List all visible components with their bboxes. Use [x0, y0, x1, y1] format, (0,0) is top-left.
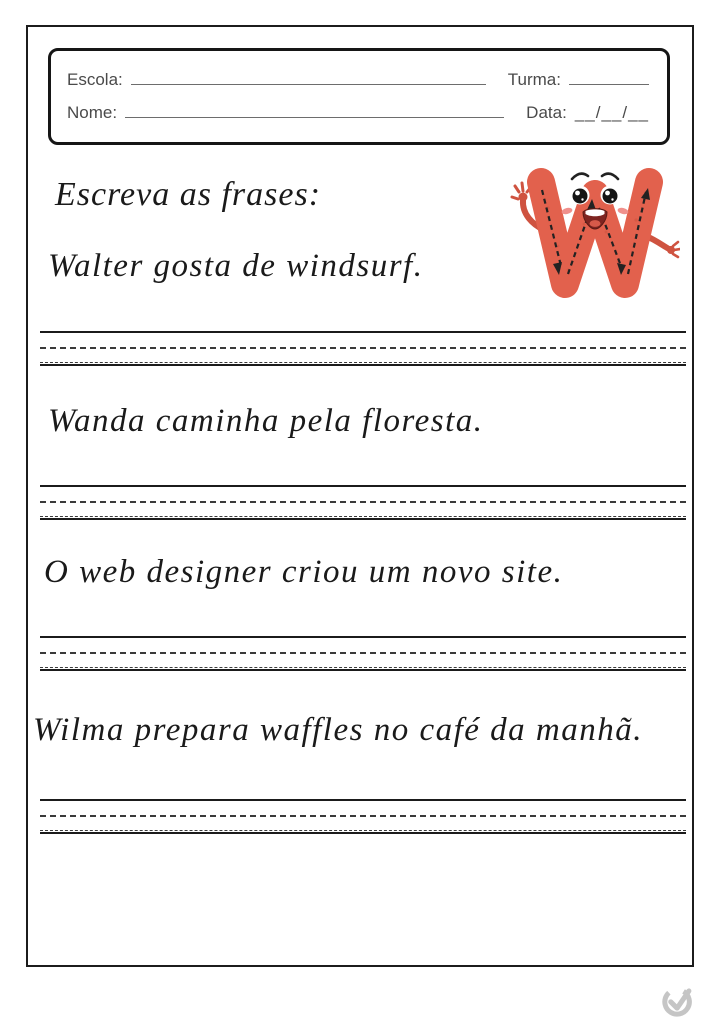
class-label: Turma:	[507, 70, 561, 89]
rule-bottom-line	[40, 516, 686, 520]
writing-lines-2	[40, 485, 686, 523]
name-label: Nome:	[67, 103, 118, 122]
school-label: Escola:	[67, 70, 123, 89]
sentence-3: O web designer criou um novo site.	[44, 554, 564, 590]
student-info-header	[48, 48, 670, 145]
rule-middle-dashed-line	[40, 347, 686, 349]
school-blank-line	[131, 72, 486, 85]
rule-middle-dashed-line	[40, 652, 686, 654]
rule-top-line	[40, 485, 686, 487]
writing-lines-1	[40, 331, 686, 369]
name-blank-line	[125, 105, 504, 118]
rule-top-line	[40, 799, 686, 801]
rule-bottom-line	[40, 830, 686, 834]
rule-top-line	[40, 636, 686, 638]
date-blank-slashes: __/__/__	[574, 103, 649, 122]
class-blank-line	[569, 72, 649, 85]
sentence-4: Wilma prepara waffles no café da manhã.	[33, 712, 643, 748]
letter-w-mascot-icon	[510, 162, 680, 307]
rule-top-line	[40, 331, 686, 333]
rule-middle-dashed-line	[40, 815, 686, 817]
rule-bottom-line	[40, 362, 686, 366]
header-row-name	[67, 103, 649, 123]
header-row-school	[67, 70, 649, 90]
writing-lines-3	[40, 636, 686, 674]
rule-bottom-line	[40, 667, 686, 671]
writing-lines-4	[40, 799, 686, 837]
date-label: Data:	[526, 103, 567, 122]
check-circle-logo-icon	[658, 980, 698, 1020]
rule-middle-dashed-line	[40, 501, 686, 503]
sentence-1: Walter gosta de windsurf.	[48, 248, 424, 284]
page-title: Escreva as frases:	[55, 176, 322, 213]
sentence-2: Wanda caminha pela floresta.	[48, 403, 484, 439]
